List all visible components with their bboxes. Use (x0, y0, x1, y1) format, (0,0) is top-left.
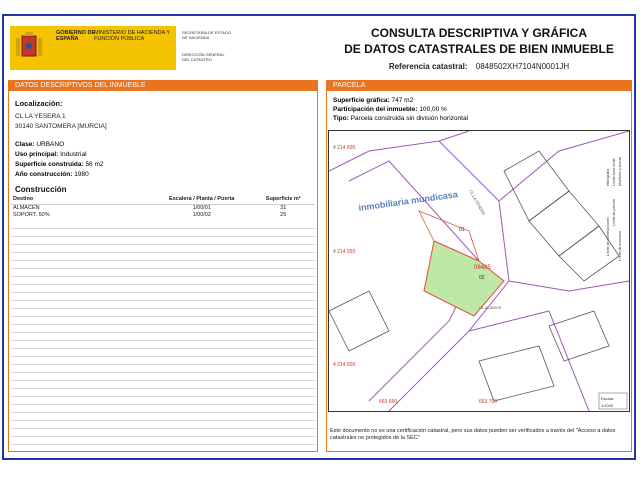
legend-item-3: Límite de construcciones (606, 217, 610, 256)
cell-superficie: 31 (280, 205, 287, 211)
legend-item-2: Límite de parcela (612, 199, 616, 226)
construccion-title: Construcción (15, 185, 67, 194)
coat-of-arms-icon (12, 30, 56, 64)
clase-value: URBANO (36, 141, 65, 148)
street-yesera: CL LA YESERA (468, 189, 487, 216)
part-label: Participación del inmueble: (333, 106, 418, 113)
gobierno-text: GOBIERNO DE ESPAÑA (56, 30, 96, 42)
section-title-parcela: PARCELA (327, 81, 631, 91)
table-row (11, 205, 315, 212)
superficie-value: 56 m2 (85, 161, 104, 168)
watermark-text: inmobiliaria mundicasa (357, 189, 459, 213)
header (4, 18, 634, 76)
tipo-value: Parcela construida sin división horizontal (350, 115, 469, 122)
coord-top-label: 4 214 600 (333, 145, 356, 151)
coord-x2-label: 663 700 (479, 399, 498, 405)
col-destino: Destino (13, 196, 34, 202)
part-row (333, 106, 447, 113)
legend-item-4: Mobiliario y aceras (618, 156, 622, 186)
col-escalera: Escalera / Planta / Puerta (169, 196, 235, 202)
anio-row (15, 171, 89, 178)
table-header (11, 196, 315, 205)
empty-table-lines (11, 221, 315, 447)
sup-value: 747 m2 (391, 97, 414, 104)
cell-destino: ALMACEN (13, 205, 40, 211)
address-line1: CL LA YESERA 1 (15, 113, 66, 120)
page-title-line2: DE DATOS CATASTRALES DE BIEN INMUEBLE (344, 42, 614, 56)
cell-escalera: 1/00/01 (192, 205, 211, 211)
uso-label: Uso principal: (15, 151, 59, 158)
address-line2: 30140 SANTOMERA [MURCIA] (15, 123, 107, 130)
tipo-label: Tipo: (333, 115, 349, 122)
coord-mid-label: 4 214 550 (333, 249, 356, 255)
coord-bot-label: 4 214 500 (333, 362, 356, 368)
ref-value: 0848502XH7104N0001JH (475, 62, 570, 71)
section-title-descriptivos: DATOS DESCRIPTIVOS DEL INMUEBLE (9, 81, 317, 91)
sup-row (333, 97, 413, 104)
superficie-label: Superficie construida: (15, 161, 84, 168)
parcel-number: 08485 (474, 265, 491, 271)
cell-destino: SOPORT. 50% (13, 212, 50, 218)
cell-escalera: 1/00/02 (192, 212, 211, 218)
localizacion-label: Localización: (15, 99, 63, 108)
descriptive-panel (8, 80, 318, 452)
ref-label: Referencia catastral: (388, 62, 468, 71)
uso-row (15, 151, 87, 158)
parcel-label-01: 01 (459, 227, 465, 233)
page-title-line1: CONSULTA DESCRIPTIVA Y GRÁFICA (370, 26, 587, 40)
tipo-row (333, 115, 468, 122)
clase-row (15, 141, 64, 148)
disclaimer-note: Este documento no es una certificación catastral, pero sus datos pueden ser verificados a través del "Acceso a datos catastrales no protegidos de la SEC" (330, 428, 616, 441)
street-alamos: CL ALAMOS (479, 305, 502, 310)
construction-table (11, 196, 315, 219)
part-value: 100,00 % (419, 106, 447, 113)
legend-item-6: Hidrografía (606, 168, 610, 186)
anio-label: Año construcción: (15, 171, 73, 178)
ref-row (334, 62, 624, 71)
direccion-text: DIRECCIÓN GENERAL DEL CATASTRO (182, 52, 225, 62)
secretaria-text: SECRETARÍA DE ESTADO DE HACIENDA (182, 30, 231, 40)
ministry-text: MINISTERIO DE HACIENDA Y FUNCIÓN PÚBLICA (94, 30, 170, 42)
uso-value: Industrial (60, 151, 87, 158)
parcel-label-02: 02 (479, 275, 485, 281)
superficie-row (15, 161, 104, 168)
cadastral-map (328, 130, 630, 412)
map-drawing (329, 131, 629, 411)
coord-x1-label: 663 650 (379, 399, 398, 405)
clase-label: Clase: (15, 141, 35, 148)
legend-item-1: Límite de manzana (618, 231, 622, 261)
table-row (11, 212, 315, 219)
scale-value: 1/1000 (601, 403, 614, 408)
col-superficie: Superficie m² (265, 196, 301, 202)
sup-label: Superficie gráfica: (333, 97, 390, 104)
legend-item-5: Límite zona verde (612, 158, 616, 186)
scale-label: Escala: (601, 396, 615, 401)
cell-superficie: 25 (280, 212, 287, 218)
anio-value: 1980 (74, 171, 89, 178)
